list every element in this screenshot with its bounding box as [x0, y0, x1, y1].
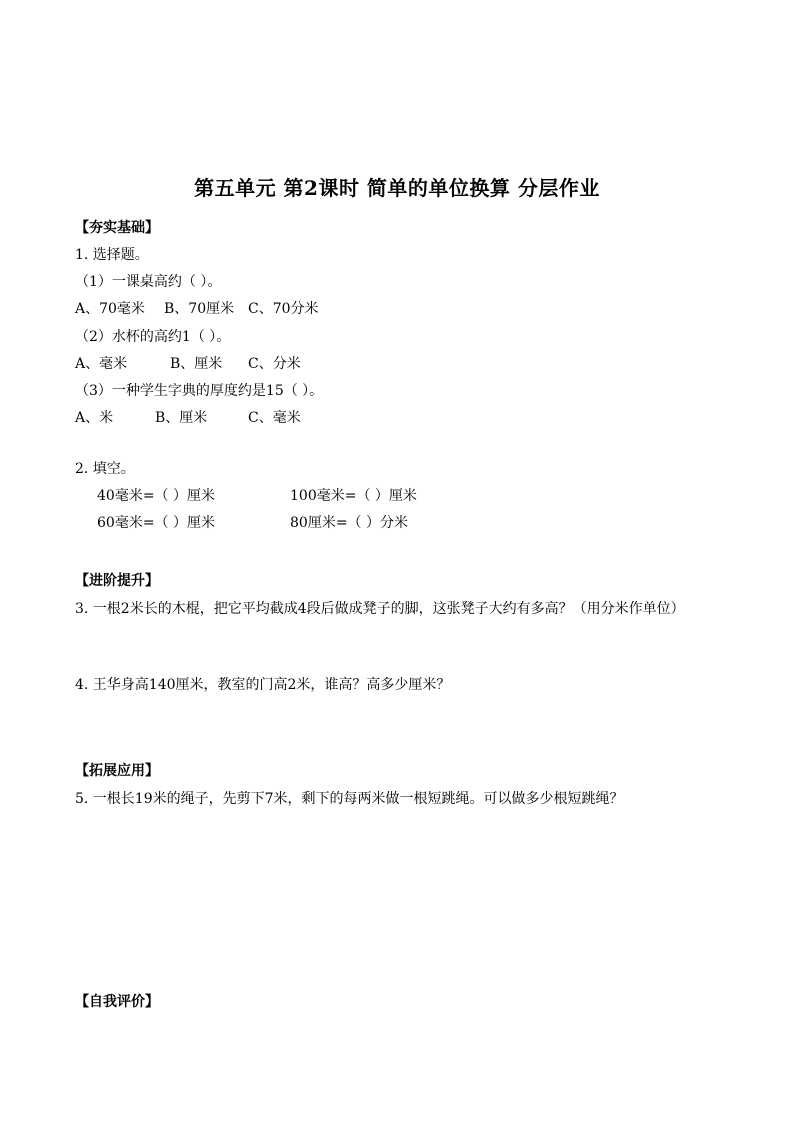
q1-part3: （3）一种学生字典的厚度约是15（ ）。	[75, 383, 324, 399]
q1-part1-option-a: A、70毫米	[75, 301, 145, 317]
q1-heading: 1. 选择题。	[75, 247, 149, 263]
q4-text: 4. 王华身高140厘米，教室的门高2米，谁高？高多少厘米？	[75, 677, 451, 693]
section-advanced: 【进阶提升】	[75, 573, 159, 589]
q1-part3-option-a: A、米	[75, 410, 114, 426]
q1-part3-option-b: B、厘米	[155, 410, 208, 426]
section-foundation: 【夯实基础】	[75, 220, 159, 236]
page-title: 第五单元 第2课时 简单的单位换算 分层作业	[194, 176, 600, 200]
q2-heading: 2. 填空。	[75, 461, 135, 477]
q1-part1-option-b: B、70厘米	[164, 301, 235, 317]
q1-part2: （2）水杯的高约1（ ）。	[75, 329, 231, 345]
section-self-evaluation: 【自我评价】	[75, 994, 159, 1010]
section-extension: 【拓展应用】	[75, 763, 159, 779]
q3-text: 3. 一根2米长的木棍，把它平均截成4段后做成凳子的脚，这张凳子大约有多高？（用分米作单位）	[75, 601, 685, 617]
q2-row2-col1: 60毫米=（ ）厘米	[97, 515, 215, 531]
q1-part3-option-c: C、毫米	[248, 410, 301, 426]
q1-part2-option-c: C、分米	[248, 356, 301, 372]
q1-part2-option-a: A、毫米	[75, 356, 128, 372]
q1-part1-option-c: C、70分米	[248, 301, 319, 317]
q2-row1-col2: 100毫米=（ ）厘米	[290, 488, 417, 504]
q5-text: 5. 一根长19米的绳子，先剪下7米，剩下的每两米做一根短跳绳。可以做多少根短跳绳？	[75, 791, 624, 807]
q2-row2-col2: 80厘米=（ ）分米	[290, 515, 408, 531]
q1-part1: （1）一课桌高约（ ）。	[75, 274, 222, 290]
q1-part2-option-b: B、厘米	[170, 356, 223, 372]
q2-row1-col1: 40毫米=（ ）厘米	[97, 488, 215, 504]
